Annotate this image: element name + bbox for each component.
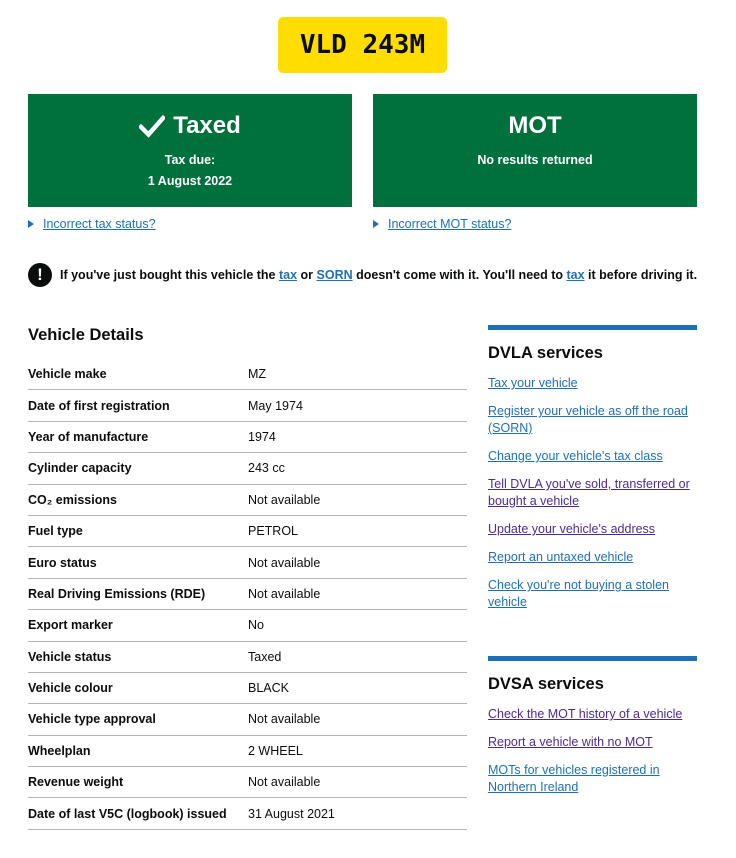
table-row	[28, 736, 467, 767]
row-key: Vehicle make	[28, 367, 107, 382]
table-row	[28, 485, 467, 516]
warning-text-part: or	[297, 268, 317, 282]
dvsa-services-title: DVSA services	[488, 675, 604, 693]
report-no-mot-link[interactable]: Report a vehicle with no MOT	[488, 735, 653, 749]
warning-text-part: it before driving it.	[584, 268, 698, 282]
incorrect-tax-status-link[interactable]	[28, 217, 156, 231]
exclamation-icon: !	[28, 263, 52, 287]
row-value: 2 WHEEL	[248, 743, 303, 758]
row-key: Cylinder capacity	[28, 461, 132, 476]
row-key: Vehicle colour	[28, 681, 113, 696]
table-row	[28, 390, 467, 421]
row-value: No	[248, 618, 264, 633]
table-row	[28, 798, 467, 829]
row-key: Year of manufacture	[28, 429, 149, 444]
mot-history-link[interactable]: Check the MOT history of a vehicle	[488, 707, 683, 721]
mot-status-text: No results returned	[477, 153, 593, 167]
warning-text	[60, 268, 697, 282]
change-tax-class-link[interactable]: Change your vehicle's tax class	[488, 449, 663, 463]
row-value: May 1974	[248, 398, 303, 413]
update-address-link[interactable]: Update your vehicle's address	[488, 522, 656, 536]
row-key: Revenue weight	[28, 775, 124, 790]
table-row	[28, 359, 467, 390]
table-row	[28, 422, 467, 453]
tax-your-vehicle-link[interactable]: Tax your vehicle	[488, 376, 578, 390]
mot-status-heading: MOT	[508, 112, 562, 139]
row-key: Date of last V5C (logbook) issued	[28, 806, 227, 821]
sorn-vehicle-link[interactable]: Register your vehicle as off the road (SORN)	[488, 404, 688, 435]
row-value: PETROL	[248, 524, 299, 539]
tax-link[interactable]: tax	[278, 268, 298, 282]
tax-due-date: 1 August 2022	[147, 174, 233, 188]
table-row	[28, 610, 467, 641]
table-row	[28, 547, 467, 578]
row-key: CO₂ emissions	[28, 492, 117, 507]
table-row	[28, 673, 467, 704]
row-key: Fuel type	[28, 524, 83, 539]
table-row	[28, 767, 467, 798]
check-stolen-link[interactable]: Check you're not buying a stolen vehicle	[488, 578, 669, 609]
section-divider	[488, 325, 697, 330]
mot-northern-ireland-link[interactable]: MOTs for vehicles registered in Northern Ireland	[488, 763, 660, 794]
sorn-link[interactable]: SORN	[316, 268, 353, 282]
warning-notice	[28, 262, 708, 288]
warning-text-part: doesn't come with it. You'll need to	[352, 268, 567, 282]
registration-plate: VLD 243M	[278, 17, 447, 73]
row-value: 1974	[248, 429, 276, 444]
report-untaxed-link[interactable]: Report an untaxed vehicle	[488, 550, 634, 564]
row-key: Date of first registration	[28, 398, 170, 413]
check-icon	[139, 113, 165, 139]
row-value: Not available	[248, 555, 321, 570]
table-row	[28, 579, 467, 610]
incorrect-mot-status-text: Incorrect MOT status?	[388, 217, 512, 231]
incorrect-tax-status-text: Incorrect tax status?	[43, 217, 156, 231]
row-key: Export marker	[28, 618, 113, 633]
mot-status-panel	[373, 94, 697, 207]
row-key: Euro status	[28, 555, 97, 570]
incorrect-mot-status-link[interactable]	[373, 217, 511, 231]
table-row	[28, 453, 467, 484]
triangle-right-icon	[373, 220, 379, 228]
row-value: 243 cc	[248, 461, 285, 476]
row-value: Not available	[248, 712, 321, 727]
tax-due-label: Tax due:	[164, 153, 216, 167]
tax-status-heading	[28, 110, 352, 142]
warning-text-part: If you've just bought this vehicle the	[60, 268, 279, 282]
row-value: Not available	[248, 492, 321, 507]
row-value: Not available	[248, 586, 321, 601]
dvla-services-panel	[488, 325, 697, 622]
tax-link-2[interactable]: tax	[566, 268, 585, 282]
table-row	[28, 516, 467, 547]
vehicle-details-table	[28, 359, 467, 830]
section-divider	[488, 656, 697, 661]
dvsa-services-panel	[488, 656, 697, 807]
tax-status-label: Taxed	[173, 112, 241, 139]
table-row	[28, 642, 467, 673]
row-key: Vehicle type approval	[28, 712, 156, 727]
row-key: Vehicle status	[28, 649, 112, 664]
table-row	[28, 704, 467, 735]
triangle-right-icon	[28, 220, 34, 228]
tell-dvla-sold-link[interactable]: Tell DVLA you've sold, transferred or bought a vehicle	[488, 477, 690, 508]
row-value: 31 August 2021	[248, 806, 335, 821]
tax-status-panel	[28, 94, 352, 207]
row-value: Not available	[248, 775, 321, 790]
row-key: Real Driving Emissions (RDE)	[28, 586, 206, 601]
row-value: BLACK	[248, 681, 289, 696]
row-value: MZ	[248, 367, 267, 382]
row-value: Taxed	[248, 649, 282, 664]
vehicle-details-title: Vehicle Details	[28, 326, 144, 344]
row-key: Wheelplan	[28, 743, 91, 758]
dvla-services-title: DVLA services	[488, 344, 603, 362]
